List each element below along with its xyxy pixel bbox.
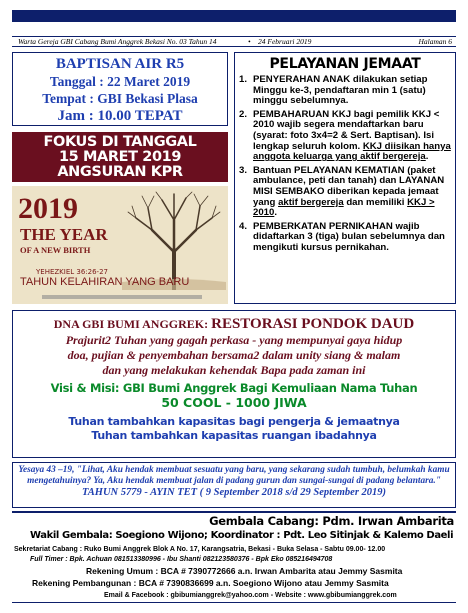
dna-body-line-2: doa, pujian & penyembahan bersama2 dalam unity siang & malam bbox=[67, 348, 401, 362]
banner-the-year: THE YEAR bbox=[20, 225, 108, 244]
footer-rule bbox=[12, 511, 456, 513]
fokus-line-3: ANGSURAN KPR bbox=[57, 164, 183, 180]
fokus-line-2: 15 MARET 2019 bbox=[58, 149, 182, 165]
rekening-umum: Rekening Umum : BCA # 7390772666 a.n. Irwan Ambarita atau Jemmy Sasmita bbox=[86, 566, 403, 576]
email-website: Email & Facebook : gbibumianggrek@yahoo.com - Website : www.gbibumianggrek.com bbox=[104, 592, 397, 599]
dna-body-line-3: dan yang melakukan kehendak Bapa pada zaman ini bbox=[102, 363, 366, 377]
item-number: 3. bbox=[239, 164, 248, 176]
pelayanan-list bbox=[235, 75, 455, 254]
item-text-part: Bantuan PELAYANAN KEMATIAN (paket ambulance, peti dan tanah) dan LAYANAN MISI SEMBAKO diberikan kepada jemaat yang bbox=[253, 164, 445, 208]
fokus-line-1: FOKUS DI TANGGAL bbox=[43, 134, 197, 150]
header-strip bbox=[12, 36, 456, 47]
list-item bbox=[239, 166, 455, 219]
dna-main-title: RESTORASI PONDOK DAUD bbox=[211, 316, 415, 332]
header-date: 24 Februari 2019 bbox=[258, 37, 312, 46]
cool-target: 50 COOL - 1000 JIWA bbox=[161, 395, 307, 410]
item-text-part: dan memiliki bbox=[343, 196, 408, 208]
prayer-line-2: Tuhan tambahkan kapasitas ruangan ibadahnya bbox=[91, 429, 377, 442]
header-publication: Warta Gereja GBI Cabang Bumi Anggrek Bekasi No. 03 Tahun 14 bbox=[18, 37, 217, 46]
yesaya-verse: Yesaya 43 –19, "Lihat, Aku hendak membuat sesuatu yang baru, yang sekarang sudah tumbuh, belumkah kamu mengetahuinya? Ya, Aku hendak membuat jalan di padang gurun dan sungai-sungai di padang belantara." bbox=[18, 465, 450, 486]
tahun-ayin-tet: TAHUN 5779 - AYIN TET ( 9 September 2018 s/d 29 September 2019) bbox=[81, 487, 387, 498]
tree-illustration bbox=[122, 190, 226, 290]
baptisan-jam: Jam : 10.00 TEPAT bbox=[57, 108, 183, 124]
item-text-underlined: KKJ > 2010 bbox=[253, 196, 435, 219]
top-rule bbox=[12, 10, 456, 22]
visi-misi: Visi & Misi: GBI Bumi Anggrek Bagi Kemuliaan Nama Tuhan bbox=[50, 381, 418, 395]
item-number: 2. bbox=[239, 108, 248, 120]
item-text: PEMBERKATAN PERNIKAHAN wajib didaftarkan 3 (tiga) bulan sebelumnya dan mengikuti kursus pernikahan. bbox=[253, 220, 445, 253]
baptisan-title: BAPTISAN AIR R5 bbox=[55, 56, 185, 72]
item-text-underlined: KKJ diisikan hanya anggota keluarga yang aktif bergereja bbox=[253, 140, 451, 163]
pelayanan-title: PELAYANAN JEMAAT bbox=[269, 56, 421, 72]
list-item bbox=[239, 222, 455, 254]
list-item bbox=[239, 110, 455, 163]
item-text bbox=[253, 110, 455, 163]
baptisan-tempat: Tempat : GBI Bekasi Plasa bbox=[42, 91, 198, 106]
year-theme-image bbox=[12, 186, 228, 304]
yesaya-box bbox=[12, 462, 456, 508]
dna-title bbox=[13, 316, 455, 332]
banner-small-print bbox=[42, 295, 202, 299]
pelayanan-box bbox=[234, 52, 456, 304]
baptisan-tanggal: Tanggal : 22 Maret 2019 bbox=[49, 74, 191, 89]
banner-tahun: TAHUN KELAHIRAN YANG BARU bbox=[20, 276, 190, 288]
fokus-banner bbox=[12, 132, 228, 182]
banner-year: 2019 bbox=[18, 192, 78, 225]
item-number: 1. bbox=[239, 74, 248, 85]
dna-body-line-1: Prajurit2 Tuhan yang gagah perkasa - yang mempunyai gaya hidup bbox=[65, 333, 403, 347]
item-text bbox=[253, 166, 455, 219]
gembala-cabang: Gembala Cabang: Pdm. Irwan Ambarita bbox=[209, 514, 454, 528]
item-text-part: PEMBAHARUAN KKJ bagi pemilik KKJ < 2010 wajib segera mendaftarkan baru (syarat: foto 3x4=2 & Sert. Baptisan). Isi lengkap seluruh kolom. bbox=[253, 108, 440, 152]
baptisan-box bbox=[12, 52, 228, 126]
banner-verse: YEHEZKIEL 36:26-27 bbox=[36, 268, 108, 276]
header-bullet: • bbox=[248, 37, 251, 46]
item-text-part: . bbox=[274, 207, 278, 219]
dna-prefix: DNA GBI BUMI ANGGREK: bbox=[53, 317, 212, 331]
item-text-underlined: aktif bergereja bbox=[278, 196, 344, 208]
item-text: PENYERAHAN ANAK dilakukan setiap Minggu ke-3, pendaftaran min 1 (satu) minggu sebelumnya. bbox=[253, 74, 428, 107]
item-text-part: . bbox=[425, 151, 429, 163]
header-page-number: Halaman 6 bbox=[418, 37, 452, 46]
bottom-rule bbox=[12, 602, 456, 603]
sekretariat: Sekretariat Cabang : Ruko Bumi Anggrek Blok A No. 17, Karangsatria, Bekasi - Buka Selasa - Sabtu 09.00- 12.00 bbox=[14, 546, 386, 553]
full-timer: Full Timer : Bpk. Achuan 081513380996 - Ibu Shanti 082123580376 - Bpk Eko 085216494708 bbox=[30, 556, 333, 563]
list-item bbox=[239, 75, 455, 107]
dna-box bbox=[12, 310, 456, 458]
rekening-pembangunan: Rekening Pembangunan : BCA # 7390836699 a.n. Soegiono Wijono atau Jemmy Sasmita bbox=[32, 578, 389, 588]
banner-new-birth: OF A NEW BIRTH bbox=[20, 245, 91, 255]
prayer-line-1: Tuhan tambahkan kapasitas bagi pengerja & jemaatnya bbox=[68, 415, 400, 428]
wakil-gembala: Wakil Gembala: Soegiono Wijono; Koordinator : Pdt. Leo Sitinjak & Kalemo Daeli bbox=[30, 530, 454, 541]
item-number: 4. bbox=[239, 220, 248, 232]
